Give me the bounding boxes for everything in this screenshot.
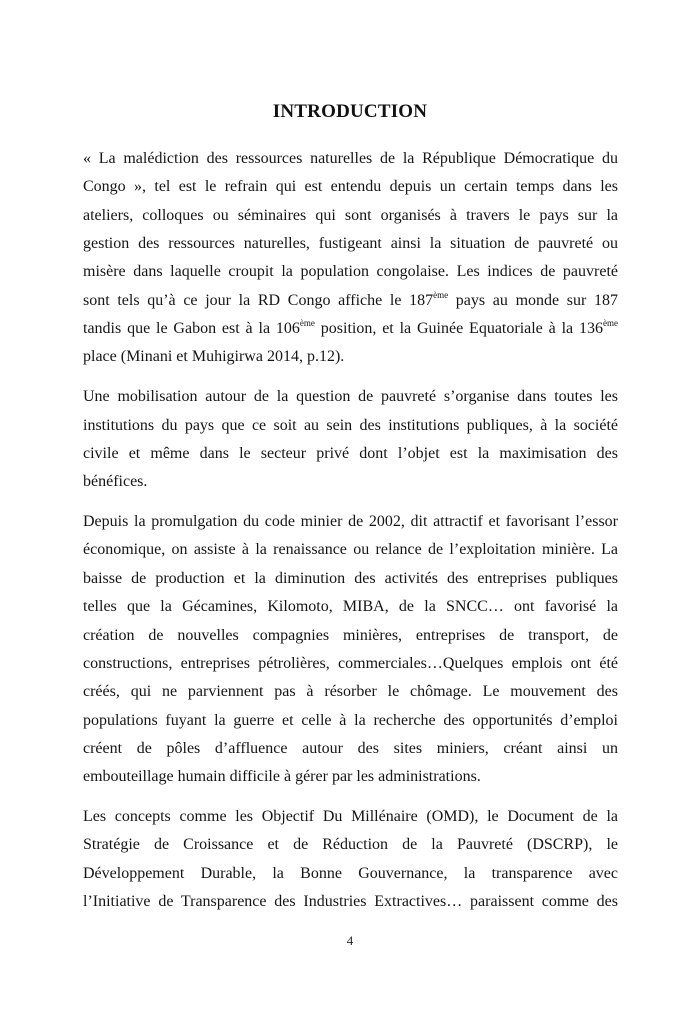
paragraph-2 <box>83 383 618 496</box>
superscript: ème <box>603 318 618 329</box>
text-fragment: tandis que le Gabon est à la 106 <box>83 320 300 338</box>
text-line: embouteillage humain difficile à gérer par les administrations. <box>83 768 481 786</box>
text-line: populations fuyant la guerre et celle à la recherche des opportunités d’emploi <box>83 711 618 729</box>
superscript: ème <box>299 318 315 329</box>
text-line: Stratégie de Croissance et de Réduction de la Pauvreté (DSCRP), le <box>83 836 618 854</box>
text-line: Les concepts comme les Objectif Du Millénaire (OMD), le Document de la <box>83 808 618 826</box>
text-line: constructions, entreprises pétrolières, commerciales…Quelques emplois ont été <box>83 654 618 672</box>
text-line: l’Initiative de Transparence des Industries Extractives… paraissent comme des <box>83 893 618 911</box>
paragraph-4 <box>83 803 618 916</box>
text-line: civile et même dans le secteur privé dont l’objet est la maximisation des <box>83 444 618 462</box>
text-fragment: sont tels qu’à ce jour la RD Congo affiche le 187 <box>83 291 434 309</box>
text-line: Depuis la promulgation du code minier de 2002, dit attractif et favorisant l’essor <box>83 513 618 531</box>
text-line: telles que la Gécamines, Kilomoto, MIBA, de la SNCC… ont favorisé la <box>83 598 618 616</box>
text-line: ateliers, colloques ou séminaires qui sont organisés à travers le pays sur la <box>83 206 618 224</box>
paragraph-1 <box>83 145 618 372</box>
text-line: créent de pôles d’affluence autour des sites miniers, créant ainsi un <box>83 739 618 757</box>
text-line: Une mobilisation autour de la question de pauvreté s’organise dans toutes les <box>83 388 618 406</box>
page-number: 4 <box>346 933 354 948</box>
text-line: création de nouvelles compagnies minières, entreprises de transport, de <box>83 626 618 644</box>
text-line: Congo », tel est le refrain qui est entendu depuis un certain temps dans les <box>83 178 618 196</box>
text-fragment: position, et la Guinée Equatoriale à la 136 <box>314 320 603 338</box>
text-line: institutions du pays que ce soit au sein des institutions publiques, à la société <box>83 416 618 434</box>
text-line: créés, qui ne parviennent pas à résorber le chômage. Le mouvement des <box>83 683 618 701</box>
paragraph-3 <box>83 508 618 791</box>
text-line <box>83 315 618 343</box>
text-line: « La malédiction des ressources naturelles de la République Démocratique du <box>83 150 618 167</box>
section-heading: INTRODUCTION <box>272 101 428 122</box>
text-line: Développement Durable, la Bonne Gouvernance, la transparence avec <box>83 864 618 882</box>
text-line: place (Minani et Muhigirwa 2014, p.12). <box>83 348 345 366</box>
superscript: ème <box>433 289 449 300</box>
text-line: gestion des ressources naturelles, fustigeant ainsi la situation de pauvreté ou <box>83 235 618 253</box>
text-line: bénéfices. <box>83 473 148 491</box>
text-line: baisse de production et la diminution des activités des entreprises publiques <box>83 569 618 587</box>
text-fragment: pays au monde sur 187 <box>448 291 619 309</box>
text-line: économique, on assiste à la renaissance ou relance de l’exploitation minière. La <box>83 541 618 559</box>
text-line: misère dans laquelle croupit la population congolaise. Les indices de pauvreté <box>83 263 618 281</box>
body-text <box>83 145 618 928</box>
text-line <box>83 287 618 315</box>
